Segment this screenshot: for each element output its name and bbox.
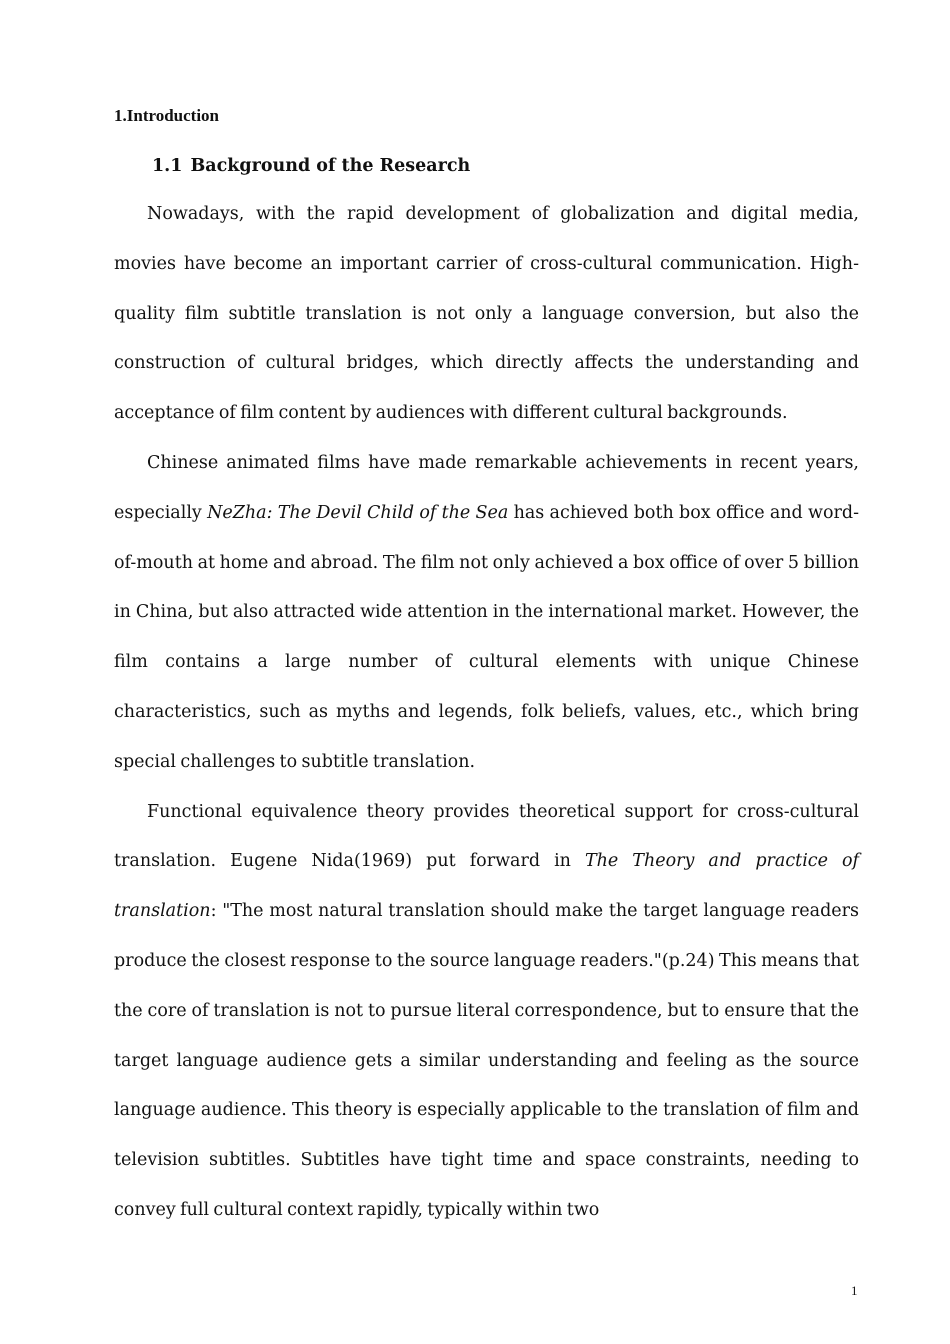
page-number: 1 bbox=[851, 1283, 858, 1298]
paragraph-theory-intro: Functional equivalence theory provides theoretical support for cross-cultural translation. Eugene Nida(1969) put forward in bbox=[114, 801, 859, 872]
chapter-heading: 1.Introduction bbox=[114, 106, 220, 125]
body-text bbox=[114, 190, 859, 1236]
paragraph-theory-rest: : "The most natural translation should make the target language readers produce the closest response to the source language readers."(p.24) This means that the core of translation is not to pursue literal correspondence, but to ensure that the target language audience gets a similar understanding and feeling as the source language audience. This theory is especially applicable to the translation of film and television subtitles. Subtitles have tight time and space constraints, needing to convey full cultural context rapidly, typically within two bbox=[114, 901, 859, 1220]
paragraph-nezha-rest: has achieved both box office and word-of-mouth at home and abroad. The film not only achieved a box office of over 5 billion in China, but also attracted wide attention in the international market. However, the film contains a large number of cultural elements with unique Chinese characteristics, such as myths and legends, folk beliefs, values, etc., which bring special challenges to subtitle translation. bbox=[114, 502, 860, 772]
book-title: The Theory and practice of translation bbox=[114, 851, 859, 922]
section-heading bbox=[152, 154, 470, 178]
paragraph-functional-equivalence bbox=[114, 788, 859, 1236]
section-number: 1.1 bbox=[152, 156, 183, 176]
section-title: Background of the Research bbox=[190, 156, 471, 176]
film-title: NeZha: The Devil Child of the Sea bbox=[207, 502, 509, 523]
paragraph-nezha-intro: Chinese animated films have made remarkable achievements in recent years, especially bbox=[114, 452, 859, 523]
paragraph-nezha bbox=[114, 439, 859, 788]
paragraph-globalization: Nowadays, with the rapid development of globalization and digital media, movies have become an important carrier of cross-cultural communication. High-quality film subtitle translation is not only a language conversion, but also the construction of cultural bridges, which directly affects the understanding and acceptance of film content by audiences with different cultural backgrounds. bbox=[114, 204, 859, 424]
